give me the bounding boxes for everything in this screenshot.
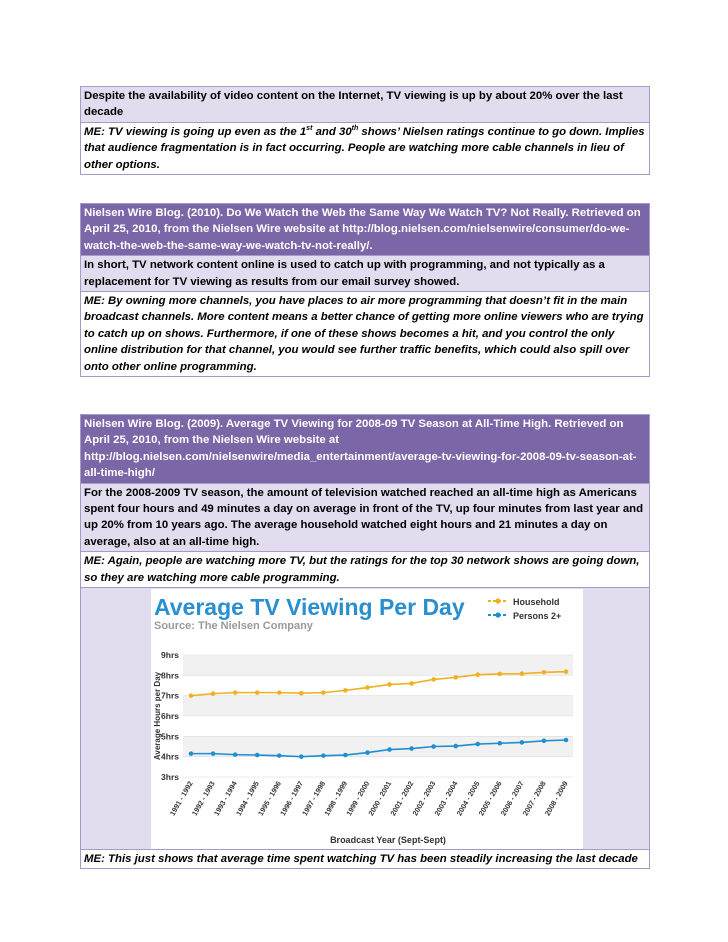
x-axis-label: Broadcast Year (Sept-Sept) <box>330 835 446 846</box>
y-tick-label: 7hrs <box>161 690 179 701</box>
series-point-1 <box>365 750 370 755</box>
series-point-0 <box>255 690 260 695</box>
x-tick-label: 1995 - 1996 <box>255 779 283 818</box>
summary: For the 2008-2009 TV season, the amount of television watched reached an all-time high as Americans spent four hours and 49 minutes a day on average in front of the TV, up four minutes from last year and up 20% from 10 years ago. The average household watched eight hours and 21 minutes a day on average, also at an all-time high. <box>81 483 649 552</box>
series-point-1 <box>255 753 260 758</box>
x-tick-label: 2004 - 2005 <box>454 779 482 818</box>
series-point-1 <box>520 740 525 745</box>
series-point-1 <box>498 741 503 746</box>
series-point-1 <box>299 754 304 759</box>
tv-viewing-chart <box>151 589 583 849</box>
x-tick-label: 1994 - 1995 <box>233 779 261 818</box>
series-point-0 <box>542 670 547 675</box>
legend-label-0: Household <box>513 597 560 608</box>
x-tick-label: 2005 - 2006 <box>476 779 504 818</box>
grid-band <box>183 696 573 716</box>
x-tick-label: 2008 - 2009 <box>542 779 570 818</box>
note-block-1 <box>80 86 650 175</box>
citation: Nielsen Wire Blog. (2009). Average TV Viewing for 2008-09 TV Season at All-Time High. Retrieved on April 25, 2010, from the Nielsen Wire website at http://blog.nielsen.com/nielsenwire/media_entertainment/average-tv-viewing-for-2008-09-tv-season-at-all-time-high/ <box>81 415 649 483</box>
series-point-0 <box>431 677 436 682</box>
series-point-1 <box>189 751 194 756</box>
series-point-1 <box>564 738 569 743</box>
series-point-0 <box>277 690 282 695</box>
y-axis-label: Average Hours per Day <box>153 671 162 761</box>
legend-label-1: Persons 2+ <box>513 611 562 622</box>
legend-marker-1 <box>495 612 500 617</box>
note-block-3 <box>80 414 650 869</box>
series-point-1 <box>542 739 547 744</box>
y-tick-label: 9hrs <box>161 650 179 661</box>
summary: In short, TV network content online is used to catch up with programming, and not typically as a replacement for TV viewing as results from our email survey showed. <box>81 255 649 291</box>
y-tick-label: 3hrs <box>161 772 179 783</box>
series-point-1 <box>387 747 392 752</box>
me-comment: ME: Again, people are watching more TV, but the ratings for the top 30 network shows are going down, so they are watching more cable programming. <box>81 551 649 587</box>
series-point-1 <box>475 742 480 747</box>
series-point-0 <box>387 682 392 687</box>
x-tick-label: 1998 - 1999 <box>322 779 350 818</box>
chart-row <box>81 587 649 849</box>
x-tick-label: 1999 - 2000 <box>344 779 372 818</box>
x-tick-label: 2007 - 2008 <box>520 779 548 818</box>
series-point-1 <box>453 744 458 749</box>
y-tick-label: 8hrs <box>161 670 179 681</box>
series-point-1 <box>211 751 216 756</box>
series-point-1 <box>343 753 348 758</box>
series-point-1 <box>409 746 414 751</box>
series-point-1 <box>321 753 326 758</box>
x-tick-label: 1996 - 1997 <box>278 779 306 818</box>
x-tick-label: 2000 - 2001 <box>366 779 394 818</box>
x-tick-label: 2003 - 2004 <box>432 779 460 818</box>
note-heading: Despite the availability of video content on the Internet, TV viewing is up by about 20% over the last decade <box>81 87 649 122</box>
series-point-0 <box>299 691 304 696</box>
grid-band <box>183 736 573 756</box>
citation: Nielsen Wire Blog. (2010). Do We Watch the Web the Same Way We Watch TV? Not Really. Retrieved on April 25, 2010, from the Nielsen Wire website at http://blog.nielsen.com/nielsenwire/consumer/do-we-watch-the-web-the-same-way-we-watch-tv-not-really/. <box>81 204 649 255</box>
series-point-0 <box>211 691 216 696</box>
series-point-0 <box>453 675 458 680</box>
series-point-0 <box>475 672 480 677</box>
series-point-0 <box>564 669 569 674</box>
chart-subtitle: Source: The Nielsen Company <box>154 620 313 633</box>
chart-svg <box>151 589 583 849</box>
y-tick-label: 4hrs <box>161 751 179 762</box>
x-tick-label: 1991 - 1992 <box>167 779 195 818</box>
series-point-1 <box>233 752 238 757</box>
me-comment: ME: By owning more channels, you have places to air more programming that doesn’t fit in the main broadcast channels. More content means a better chance of getting more online viewers who are trying to catch up on shows. Furthermore, if one of these shows becomes a hit, and you control the only online distribution for that channel, you would see further traffic benefits, which could also spill over onto other online programming. <box>81 291 649 376</box>
x-tick-label: 2006 - 2007 <box>498 779 526 818</box>
x-tick-label: 2002 - 2003 <box>410 779 438 818</box>
x-tick-label: 1993 - 1994 <box>211 779 239 818</box>
series-point-0 <box>365 685 370 690</box>
x-tick-label: 2001 - 2002 <box>388 779 416 818</box>
series-point-1 <box>431 744 436 749</box>
series-point-1 <box>277 753 282 758</box>
x-tick-label: 1992 - 1993 <box>189 779 217 818</box>
series-point-0 <box>233 690 238 695</box>
series-point-0 <box>498 672 503 677</box>
chart-title: Average TV Viewing Per Day <box>154 594 465 621</box>
me-comment-after-chart: ME: This just shows that average time spent watching TV has been steadily increasing the last decade <box>81 849 649 868</box>
legend-marker-0 <box>495 598 500 603</box>
grid-band <box>183 655 573 675</box>
y-tick-label: 5hrs <box>161 731 179 742</box>
series-point-0 <box>409 681 414 686</box>
series-point-0 <box>343 688 348 693</box>
series-point-0 <box>321 690 326 695</box>
series-point-0 <box>189 693 194 698</box>
x-tick-label: 1997 - 1998 <box>300 779 328 818</box>
series-point-0 <box>520 671 525 676</box>
y-tick-label: 6hrs <box>161 711 179 722</box>
me-comment: ME: TV viewing is going up even as the 1st and 30th shows’ Nielsen ratings continue to go down. Implies that audience fragmentation is in fact occurring. People are watching more cable channels in lieu of other options. <box>81 122 649 174</box>
note-block-2 <box>80 203 650 377</box>
